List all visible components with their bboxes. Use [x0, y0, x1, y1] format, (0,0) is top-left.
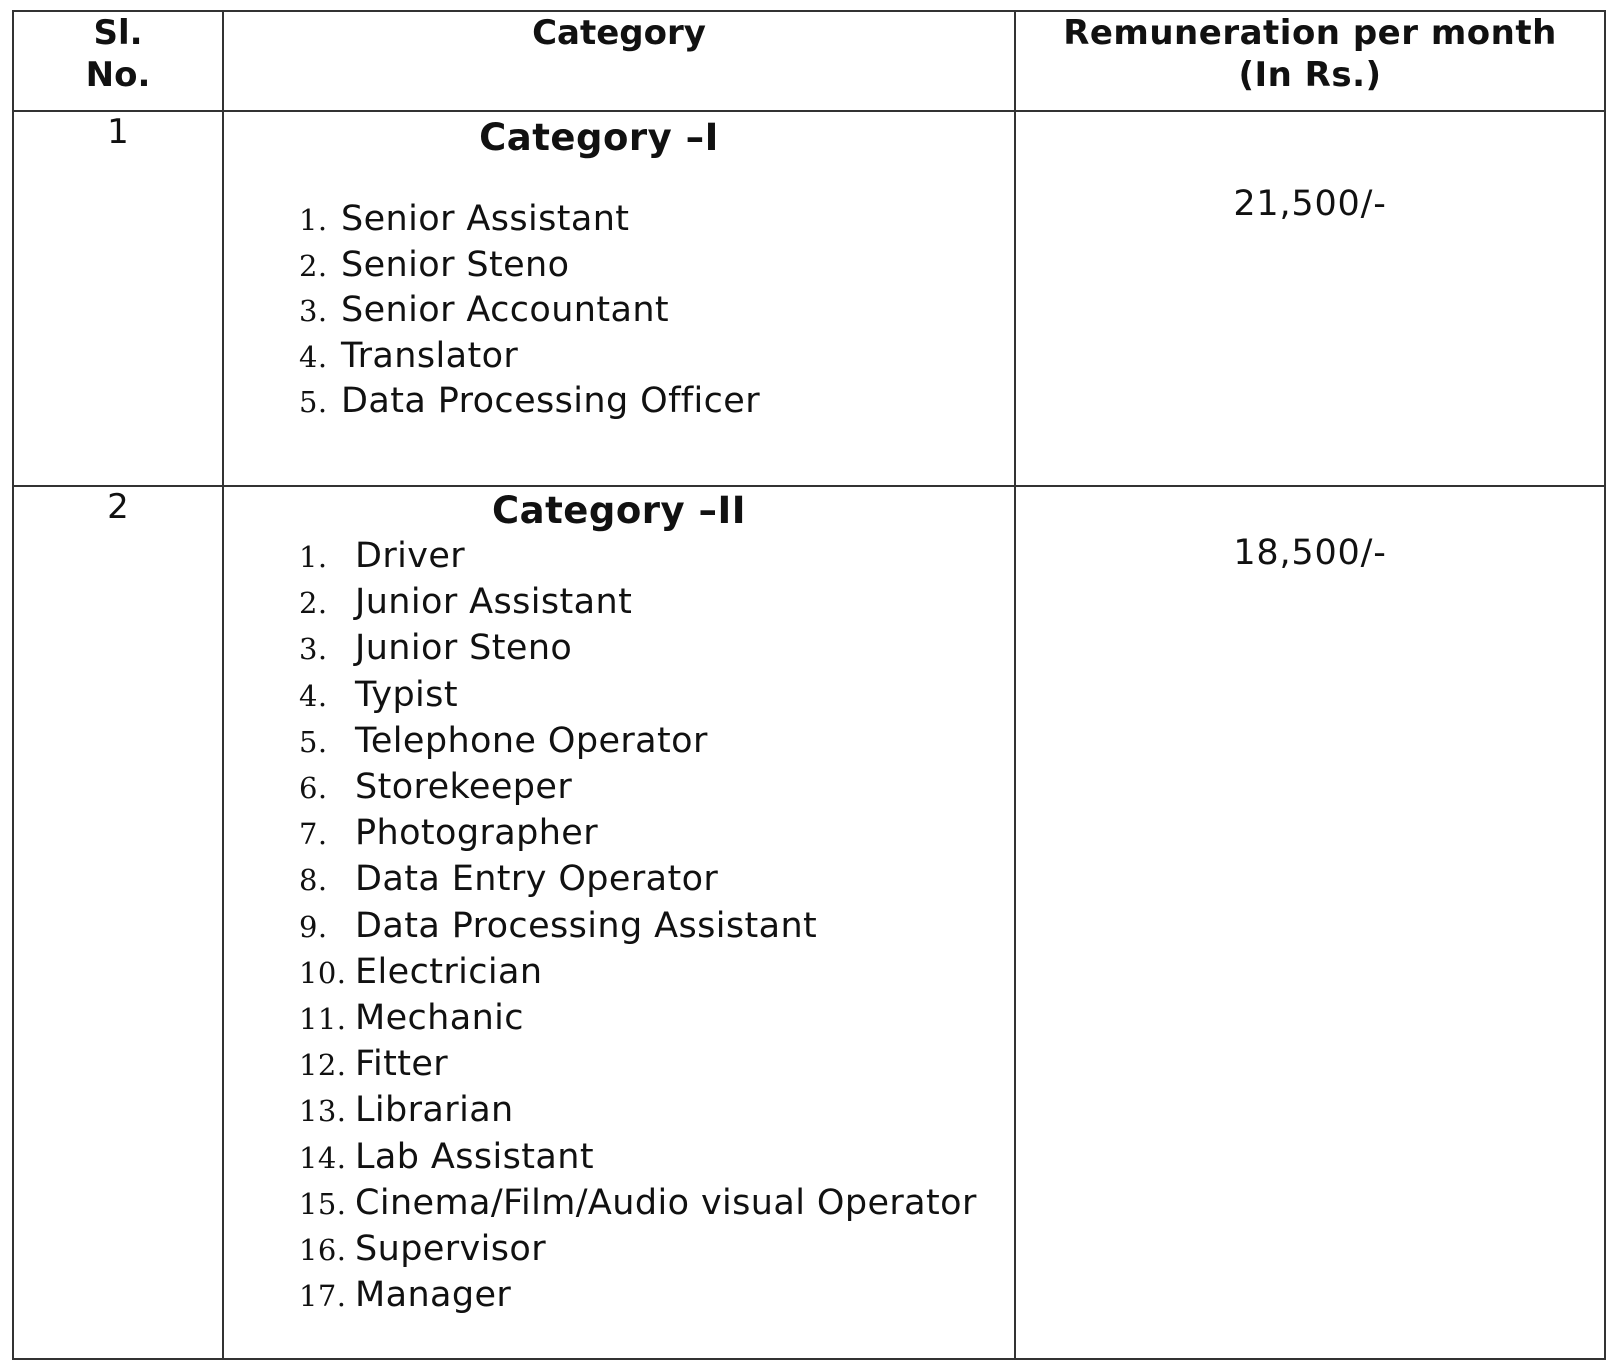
header-remuneration [1015, 11, 1605, 111]
list-item-number: 6. [299, 771, 328, 806]
sl-number-cell: 1 [13, 111, 223, 486]
list-item-label: Supervisor [355, 1229, 547, 1270]
role-list [224, 534, 1014, 1319]
list-item-number: 1. [299, 203, 328, 237]
remuneration-table [12, 10, 1606, 1360]
list-item-number: 7. [299, 817, 328, 852]
list-item-label: Telephone Operator [355, 720, 708, 761]
list-item [299, 379, 1014, 425]
list-item [299, 580, 1014, 626]
list-item [299, 857, 1014, 903]
list-item-number: 5. [299, 724, 328, 759]
list-item-label: Data Processing Officer [341, 381, 760, 421]
header-category: Category [223, 11, 1015, 111]
list-item-label: Senior Steno [341, 244, 570, 285]
list-item-label: Cinema/Film/Audio visual Operator [355, 1182, 977, 1223]
category-title: Category –I [479, 116, 719, 159]
list-item-number: 3. [299, 294, 328, 328]
header-sl-line1: Sl. [93, 13, 143, 53]
list-item-label: Data Entry Operator [355, 859, 719, 900]
list-item-number: 8. [299, 863, 328, 898]
list-item-number: 15. [299, 1186, 347, 1221]
list-item [299, 1135, 1014, 1181]
list-item-number: 2. [299, 586, 328, 621]
list-item [299, 996, 1014, 1042]
list-item-number: 12. [299, 1048, 347, 1083]
list-item-label: Manager [355, 1275, 512, 1316]
list-item [299, 334, 1014, 380]
list-item-number: 4. [299, 339, 328, 374]
list-item-number: 4. [299, 678, 328, 713]
list-item-label: Mechanic [355, 998, 524, 1039]
list-item-label: Typist [355, 674, 458, 715]
list-item-label: Driver [355, 536, 466, 576]
list-item [299, 243, 1014, 289]
document-page [12, 10, 1604, 1360]
list-item-number: 13. [299, 1094, 347, 1129]
role-list [224, 197, 1014, 425]
header-remuneration-line1: Remuneration per month [1063, 13, 1557, 53]
list-item [299, 719, 1014, 765]
category-cell [223, 111, 1015, 486]
list-item [299, 1227, 1014, 1273]
table-header-row [13, 11, 1605, 111]
list-item-label: Fitter [355, 1044, 449, 1085]
list-item-number: 9. [299, 909, 328, 944]
category-title: Category –II [491, 489, 747, 532]
table-row [13, 111, 1605, 486]
list-item-number: 17. [299, 1279, 347, 1314]
list-item-label: Data Processing Assistant [355, 905, 818, 946]
list-item-number: 2. [299, 248, 328, 283]
list-item [299, 1088, 1014, 1134]
list-item-number: 3. [299, 632, 328, 667]
header-sl-no [13, 11, 223, 111]
header-remuneration-line2: (In Rs.) [1238, 55, 1382, 95]
list-item-label: Translator [341, 335, 519, 376]
list-item [299, 288, 1014, 334]
category-cell [223, 486, 1015, 1359]
list-item-label: Photographer [355, 813, 599, 854]
list-item [299, 811, 1014, 857]
header-sl-line2: No. [85, 55, 151, 95]
list-item [299, 1273, 1014, 1319]
list-item-label: Electrician [355, 951, 543, 992]
list-item-label: Junior Assistant [355, 582, 633, 623]
remuneration-cell: 21,500/- [1015, 111, 1605, 486]
list-item [299, 197, 1014, 243]
list-item-label: Junior Steno [355, 628, 573, 669]
table-row [13, 486, 1605, 1359]
list-item [299, 626, 1014, 672]
list-item [299, 1042, 1014, 1088]
list-item-label: Storekeeper [355, 767, 573, 808]
list-item-number: 16. [299, 1233, 347, 1268]
list-item [299, 765, 1014, 811]
list-item [299, 673, 1014, 719]
list-item-label: Lab Assistant [355, 1136, 594, 1177]
sl-number-cell: 2 [13, 486, 223, 1359]
list-item [299, 1181, 1014, 1227]
remuneration-cell: 18,500/- [1015, 486, 1605, 1359]
list-item-number: 5. [299, 385, 328, 419]
list-item-number: 10. [299, 955, 347, 990]
list-item [299, 904, 1014, 950]
list-item-label: Librarian [355, 1090, 514, 1131]
list-item [299, 534, 1014, 580]
list-item [299, 950, 1014, 996]
list-item-label: Senior Accountant [341, 290, 670, 330]
list-item-number: 1. [299, 540, 328, 574]
list-item-number: 14. [299, 1140, 347, 1175]
list-item-label: Senior Assistant [341, 199, 630, 239]
list-item-number: 11. [299, 1002, 347, 1037]
